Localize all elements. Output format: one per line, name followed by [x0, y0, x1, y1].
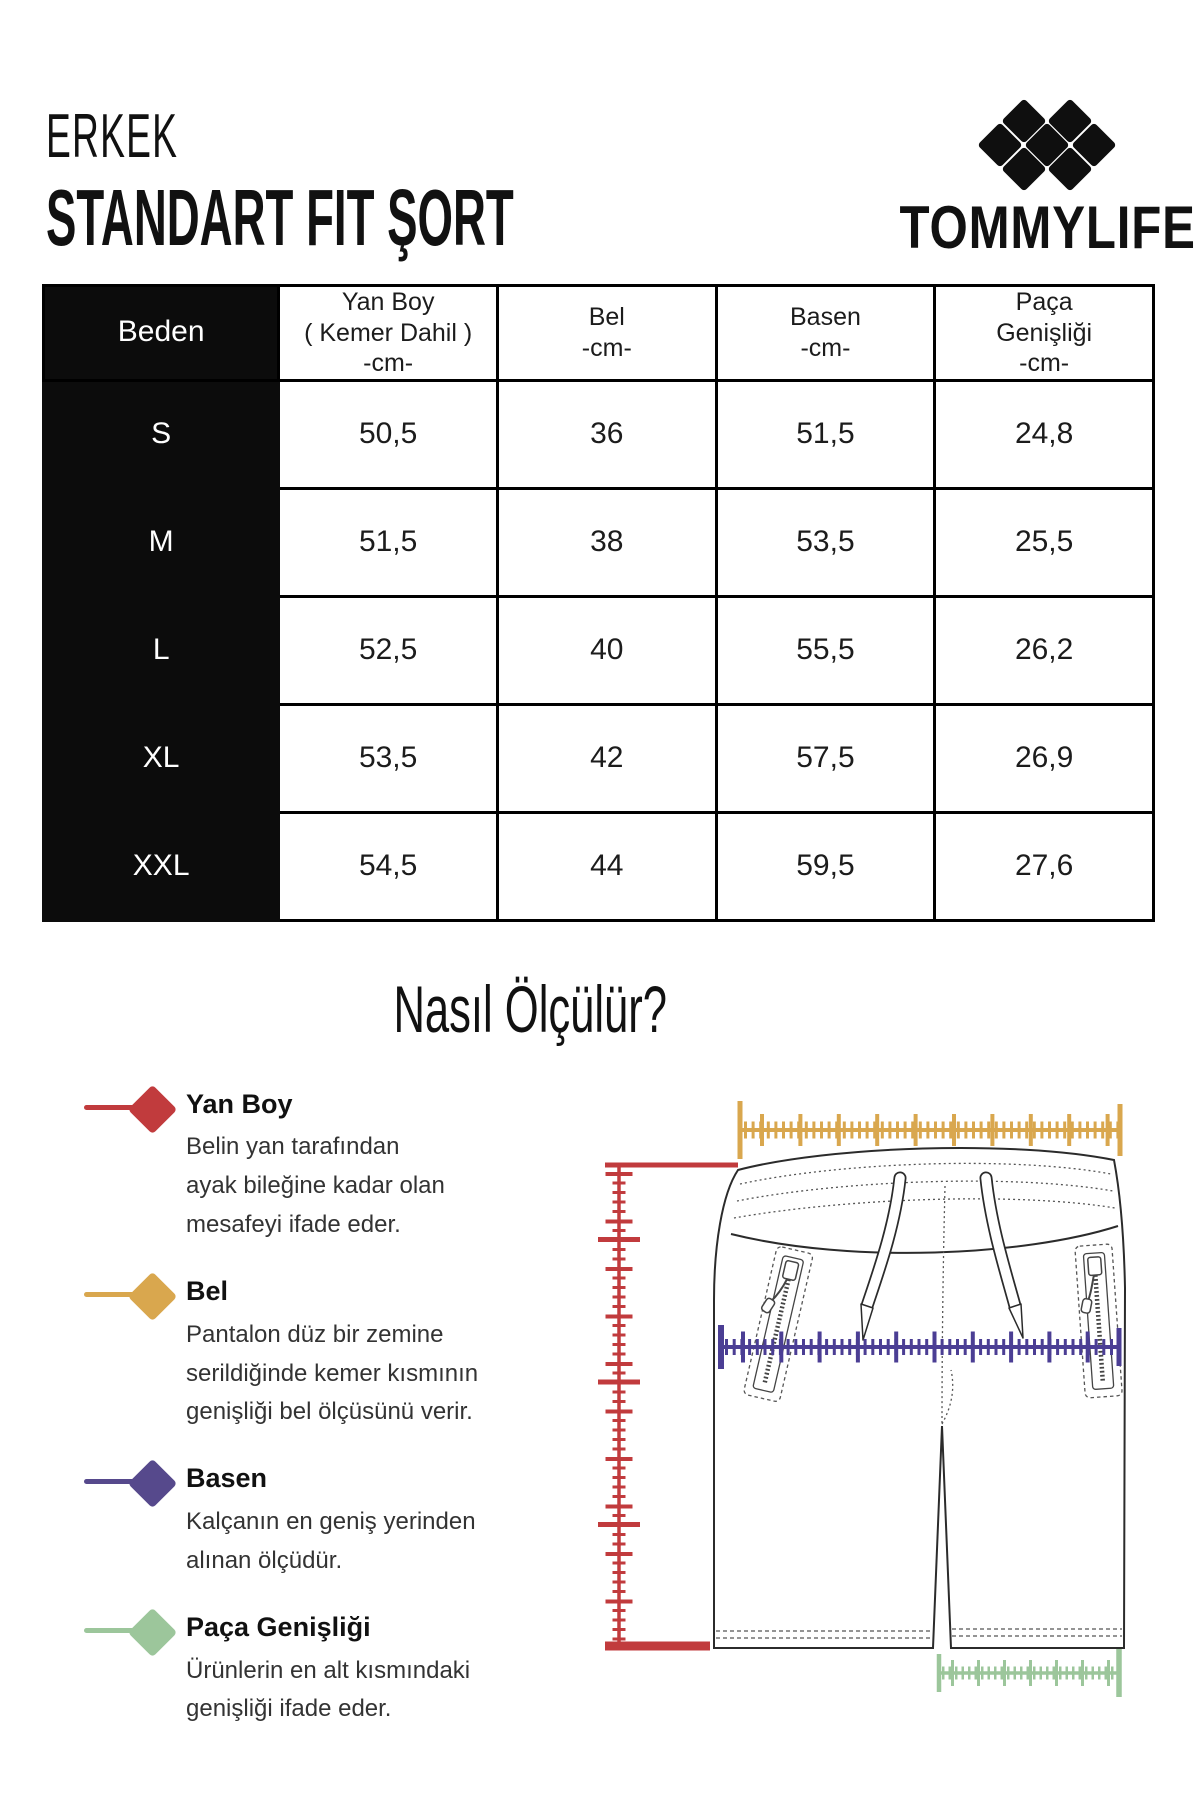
- table-row: [44, 380, 1154, 488]
- bel-diamond-icon: [74, 1275, 186, 1321]
- brand-block: [867, 86, 1200, 261]
- shorts-measurement-diagram: [562, 1088, 1162, 1723]
- product-title-block: [46, 102, 867, 262]
- size-value-cell: 38: [497, 488, 716, 596]
- size-value-cell: 40: [497, 596, 716, 704]
- size-value-cell: 54,5: [279, 812, 498, 920]
- page-header: [0, 0, 1200, 260]
- brand-name: TOMMYLIFE: [899, 194, 1196, 261]
- size-value-cell: 44: [497, 812, 716, 920]
- column-header-basen: Basen -cm-: [716, 286, 935, 381]
- legend-description: Ürünlerin en alt kısmındaki: [186, 1656, 471, 1684]
- size-value-cell: 53,5: [716, 488, 935, 596]
- size-value-cell: 26,9: [935, 704, 1154, 812]
- size-chart-table: [42, 284, 1155, 922]
- size-value-cell: 42: [497, 704, 716, 812]
- table-row: [44, 488, 1154, 596]
- size-value-cell: 53,5: [279, 704, 498, 812]
- column-header-paca-genisligi: Paça Genişliği -cm-: [935, 286, 1154, 381]
- shorts-illustration: [562, 1088, 1162, 1718]
- legend-description: Kalçanın en geniş yerinden: [186, 1508, 476, 1535]
- table-header-row: [44, 286, 1154, 381]
- table-row: [44, 704, 1154, 812]
- legend-description: mesafeyi ifade eder.: [186, 1211, 401, 1238]
- legend-item-yan-boy: [74, 1088, 510, 1245]
- legend-item-bel: [74, 1275, 510, 1432]
- brand-diamonds-icon: [977, 86, 1117, 192]
- basen-diamond-icon: [74, 1462, 186, 1508]
- size-label: L: [44, 596, 279, 704]
- size-value-cell: 24,8: [935, 380, 1154, 488]
- legend-item-paca-genisligi: [74, 1611, 510, 1730]
- legend-description: Pantalon düz bir zemine: [186, 1320, 444, 1348]
- column-header-yan-boy: Yan Boy ( Kemer Dahil ) -cm-: [279, 286, 498, 381]
- size-label: XXL: [44, 812, 279, 920]
- how-to-measure-title: Nasıl Ölçülür?: [393, 971, 667, 1046]
- legend-title: Yan Boy: [186, 1088, 293, 1119]
- legend-title: Bel: [186, 1275, 229, 1306]
- legend-description: genişliği ifade eder.: [186, 1695, 392, 1723]
- measurement-legend: [74, 1088, 510, 1730]
- size-value-cell: 50,5: [279, 380, 498, 488]
- legend-description: serildiğinde kemer kısmının: [186, 1359, 479, 1387]
- column-header-beden: Beden: [44, 286, 279, 381]
- product-title: STANDART FIT ŞORT: [46, 173, 514, 262]
- legend-description: ayak bileğine kadar olan: [186, 1172, 445, 1200]
- legend-item-basen: [74, 1462, 510, 1581]
- table-row: [44, 596, 1154, 704]
- legend-description: Belin yan tarafından: [186, 1133, 400, 1161]
- legend-description: genişliği bel ölçüsünü verir.: [186, 1398, 473, 1426]
- how-to-measure-section: [0, 1088, 1200, 1730]
- paca-genisligi-diamond-icon: [74, 1611, 186, 1657]
- size-value-cell: 51,5: [279, 488, 498, 596]
- category-title: ERKEK: [46, 102, 179, 171]
- size-label: XL: [44, 704, 279, 812]
- size-value-cell: 55,5: [716, 596, 935, 704]
- size-value-cell: 36: [497, 380, 716, 488]
- size-value-cell: 59,5: [716, 812, 935, 920]
- size-value-cell: 52,5: [279, 596, 498, 704]
- size-value-cell: 27,6: [935, 812, 1154, 920]
- yan-boy-diamond-icon: [74, 1088, 186, 1134]
- size-value-cell: 25,5: [935, 488, 1154, 596]
- size-label: M: [44, 488, 279, 596]
- size-value-cell: 26,2: [935, 596, 1154, 704]
- size-value-cell: 51,5: [716, 380, 935, 488]
- size-value-cell: 57,5: [716, 704, 935, 812]
- legend-title: Paça Genişliği: [186, 1611, 371, 1642]
- legend-title: Basen: [186, 1463, 268, 1494]
- paca-genisligi-ruler: [939, 1649, 1119, 1697]
- table-row: [44, 812, 1154, 920]
- legend-description: alınan ölçüdür.: [186, 1546, 343, 1574]
- column-header-bel: Bel -cm-: [497, 286, 716, 381]
- size-label: S: [44, 380, 279, 488]
